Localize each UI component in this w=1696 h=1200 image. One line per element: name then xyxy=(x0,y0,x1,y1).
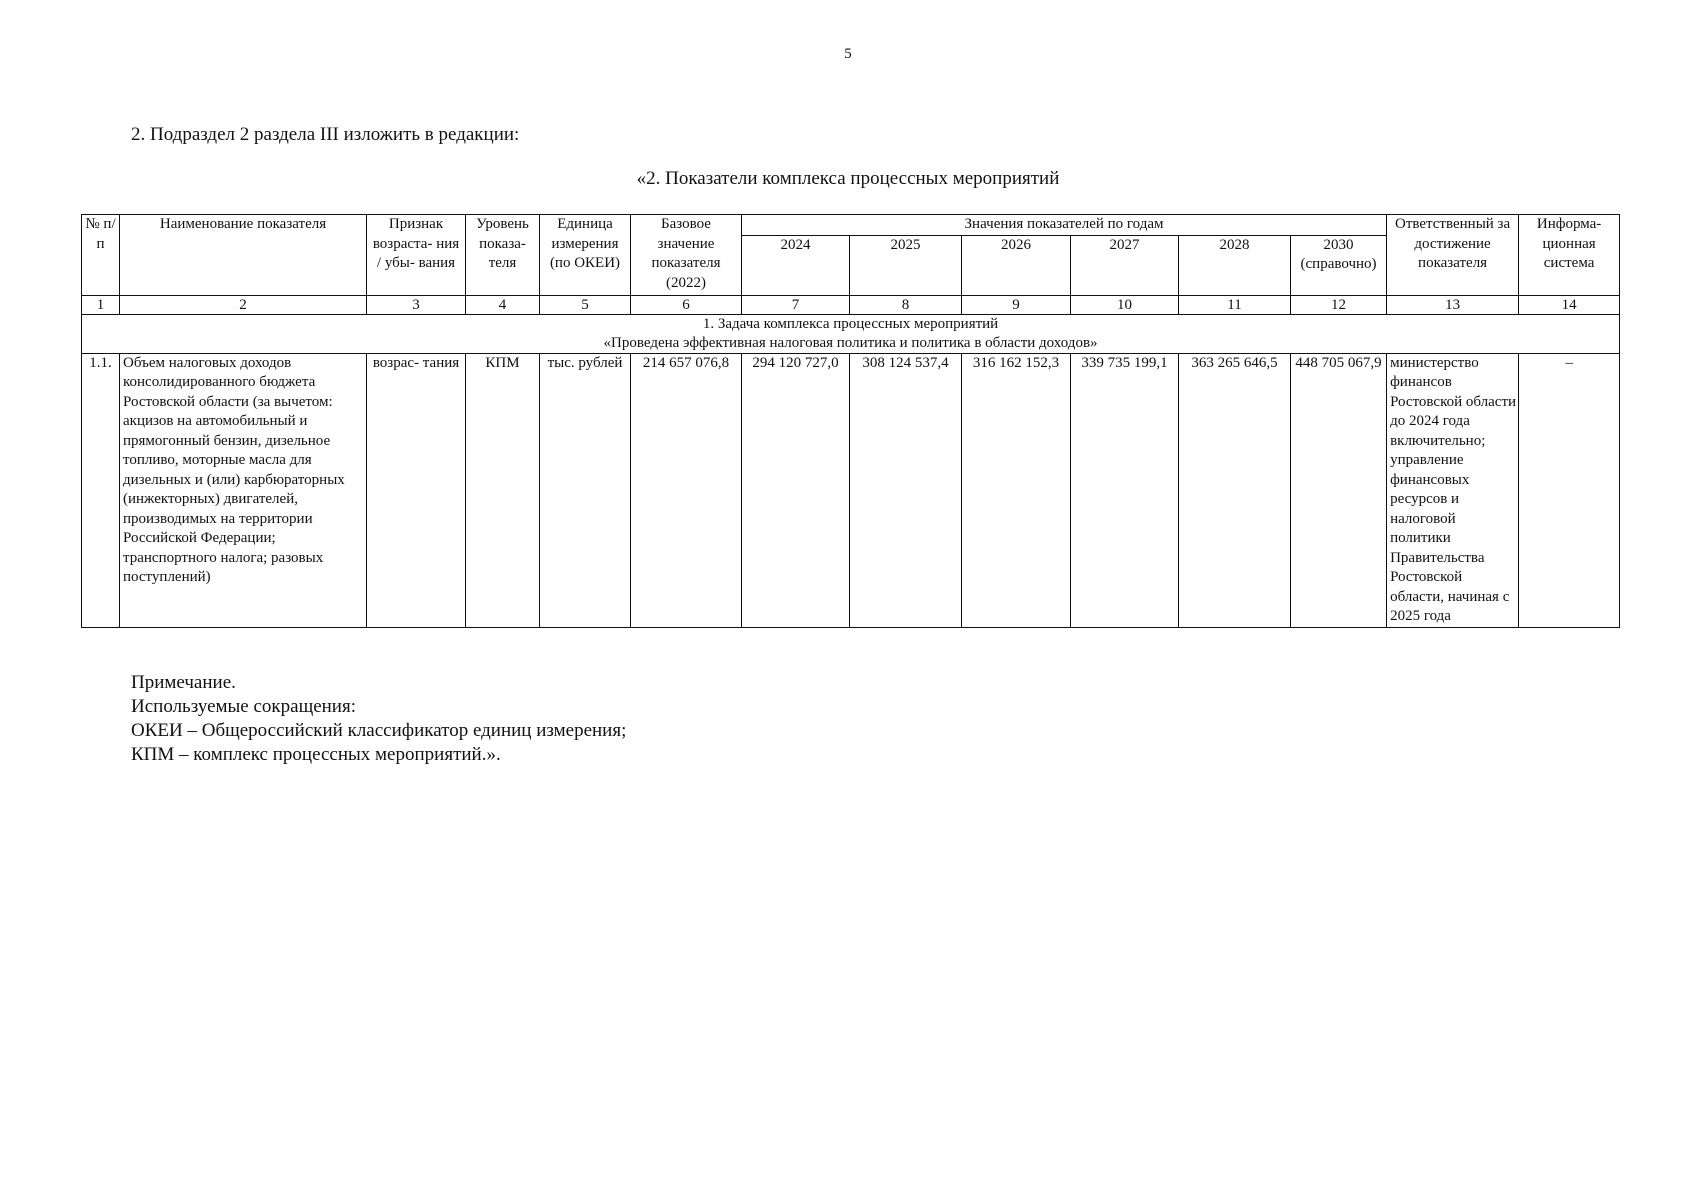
header-year: 2028 xyxy=(1179,235,1291,295)
information-system: – xyxy=(1519,353,1620,627)
column-number: 8 xyxy=(850,295,962,314)
indicator-name: Объем налоговых доходов консолидированного бюджета Ростовской области (за вычетом: акцизов на автомобильный и прямогонный бензин, дизельное топливо, моторные масла для дизельных и (или) карбюраторных (инжекторных) двигателей, производимых на территории Российской Федерации; транспортного налога; разовых поступлений) xyxy=(120,353,367,627)
column-number: 2 xyxy=(120,295,367,314)
task-row xyxy=(82,314,1620,353)
column-number: 6 xyxy=(631,295,742,314)
indicators-table xyxy=(81,214,1620,628)
value-2024: 294 120 727,0 xyxy=(742,353,850,627)
header-year: 2026 xyxy=(962,235,1071,295)
column-number: 14 xyxy=(1519,295,1620,314)
instruction-text: 2. Подраздел 2 раздела III изложить в редакции: xyxy=(131,124,520,145)
table-row xyxy=(82,353,1620,627)
header-year: 2027 xyxy=(1071,235,1179,295)
notes-line: КПМ – комплекс процессных мероприятий.». xyxy=(131,744,501,765)
column-number: 11 xyxy=(1179,295,1291,314)
column-number-row xyxy=(82,295,1620,314)
task-description: «Проведена эффективная налоговая политика и политика в области доходов» xyxy=(603,334,1098,351)
unit-of-measure: тыс. рублей xyxy=(540,353,631,627)
column-number: 9 xyxy=(962,295,1071,314)
header-year: 2030 (справочно) xyxy=(1291,235,1387,295)
column-number: 5 xyxy=(540,295,631,314)
indicator-level: КПМ xyxy=(466,353,540,627)
column-number: 1 xyxy=(82,295,120,314)
header-number: № п/п xyxy=(82,215,120,296)
column-number: 12 xyxy=(1291,295,1387,314)
column-number: 3 xyxy=(367,295,466,314)
header-level: Уровень показа- теля xyxy=(466,215,540,296)
task-heading xyxy=(82,314,1620,353)
notes-block xyxy=(131,671,626,767)
task-title: 1. Задача комплекса процессных мероприятий xyxy=(702,315,999,332)
base-value: 214 657 076,8 xyxy=(631,353,742,627)
header-values-by-year: Значения показателей по годам xyxy=(742,215,1387,236)
table-title: «2. Показатели комплекса процессных мероприятий xyxy=(636,168,1060,189)
header-trend: Признак возраста- ния / убы- вания xyxy=(367,215,466,296)
value-2026: 316 162 152,3 xyxy=(962,353,1071,627)
value-2028: 363 265 646,5 xyxy=(1179,353,1291,627)
value-2030: 448 705 067,9 xyxy=(1291,353,1387,627)
column-number: 10 xyxy=(1071,295,1179,314)
header-info-system: Информа- ционная система xyxy=(1519,215,1620,296)
header-unit: Единица измерения (по ОКЕИ) xyxy=(540,215,631,296)
column-number: 13 xyxy=(1387,295,1519,314)
column-number: 4 xyxy=(466,295,540,314)
table-header-row xyxy=(82,215,1620,236)
notes-line: Используемые сокращения: xyxy=(131,696,356,717)
header-indicator-name: Наименование показателя xyxy=(120,215,367,296)
column-number: 7 xyxy=(742,295,850,314)
row-number: 1.1. xyxy=(82,353,120,627)
value-2027: 339 735 199,1 xyxy=(1071,353,1179,627)
notes-line: ОКЕИ – Общероссийский классификатор единиц измерения; xyxy=(131,720,627,741)
header-year: 2024 xyxy=(742,235,850,295)
header-year: 2025 xyxy=(850,235,962,295)
notes-title: Примечание. xyxy=(131,672,236,693)
header-base-value: Базовое значение показателя (2022) xyxy=(631,215,742,296)
responsible-body: министерство финансов Ростовской области до 2024 года включительно; управление финансовых ресурсов и налоговой политики Правительства Ростовской области, начиная с 2025 года xyxy=(1387,353,1519,627)
page-number: 5 xyxy=(844,46,852,62)
trend-sign: возрас- тания xyxy=(367,353,466,627)
value-2025: 308 124 537,4 xyxy=(850,353,962,627)
header-responsible: Ответственный за достижение показателя xyxy=(1387,215,1519,296)
